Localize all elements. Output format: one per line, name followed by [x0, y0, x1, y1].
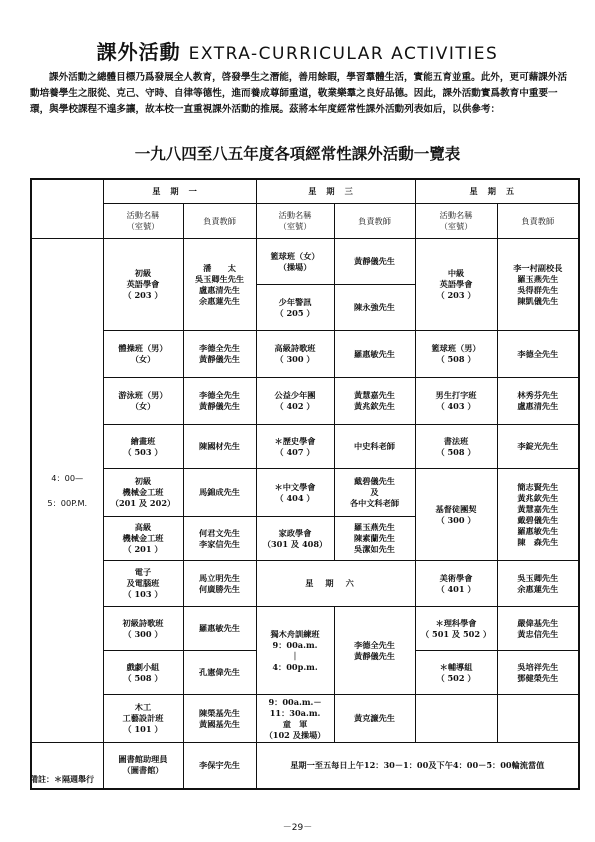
cell-line: 工藝設計班 [122, 713, 164, 723]
activity-cell [415, 561, 497, 607]
cell-line: 盧惠清先生 [517, 401, 559, 411]
cell-line: 羅惠敏先生 [517, 525, 559, 536]
cell-line: 木工 [134, 702, 152, 712]
cell-line: （ 503 ） [123, 446, 163, 457]
activity-cell [415, 425, 497, 469]
cell-line: 高級 [134, 522, 152, 532]
cell-line: （ 508 ） [436, 354, 476, 364]
teacher-cell [183, 331, 256, 378]
activity-cell [103, 743, 183, 789]
empty-cell [497, 695, 579, 743]
library-duty-note: 星期一至五每日上午12：30－1：00及下午4：00－5：00輪流當值 [256, 743, 579, 789]
cell-line: ＊歷史學會 [274, 435, 316, 446]
cell-line: 陳凱儀先生 [517, 295, 559, 306]
cell-line: （ 404 ） [275, 492, 315, 503]
cell-line: 初級詩歌班 [122, 617, 164, 628]
cell-line: 吳得群先生 [517, 284, 559, 295]
cell-line: 機械金工班 [122, 533, 164, 543]
cell-line: 各中文科老師 [349, 498, 400, 508]
cell-line: （ 101 ） [123, 724, 163, 734]
empty-cell [415, 695, 497, 743]
cell-line: （ 401 ） [436, 583, 476, 594]
cell-line: 4：00p.m. [272, 661, 318, 672]
cell-line: 繪畫班 [130, 435, 156, 446]
cell-line: ＊中文學會 [274, 481, 316, 492]
cell-line: （301 及 408） [262, 538, 328, 549]
cell-line: （ 203 ） [123, 290, 163, 300]
cell-line: （ 203 ） [436, 290, 476, 300]
day-saturday: 星期六 [256, 561, 415, 607]
activity-cell [103, 695, 183, 743]
cell-line: 羅惠敏先生 [199, 623, 240, 633]
teacher-cell [183, 743, 256, 789]
cell-line: 李德全先生 [199, 343, 240, 353]
teacher-cell [183, 469, 256, 517]
activity-cell [103, 651, 183, 695]
cell-line: 吳玉卿生先生 [194, 273, 245, 284]
cell-line: 孔憲偉先生 [199, 667, 240, 677]
cell-line: （ 201 ） [123, 544, 163, 554]
cell-line: 羅惠敏先生 [354, 348, 395, 359]
teacher-cell [497, 651, 579, 695]
day-friday: 星期五 [415, 179, 579, 204]
cell-line: 陳國材先生 [199, 441, 240, 451]
activity-cell [103, 561, 183, 607]
teacher-cell [183, 695, 256, 743]
cell-line: 黃慧嘉先生 [517, 503, 559, 514]
teacher-cell [183, 651, 256, 695]
cell-line: 9：00a.m. [272, 639, 318, 650]
activity-cell [415, 651, 497, 695]
cell-line: 戴碧儀先生 [517, 514, 559, 525]
cell-line: （ 501 及 502 ） [420, 628, 492, 639]
teacher-cell [183, 239, 256, 331]
cell-line: 盧惠清先生 [199, 284, 240, 295]
cell-line: （ 300 ） [123, 628, 163, 639]
cell-line: （ 300 ） [436, 514, 476, 525]
cell-line: 高級詩歌班 [274, 343, 316, 353]
activity-cell [103, 517, 183, 561]
time-start: 4：00— [51, 472, 84, 483]
cell-line: 李家信先生 [199, 538, 240, 549]
cell-line: 男生打字班 [435, 390, 477, 400]
cell-line: 李保宇先生 [199, 759, 240, 770]
cell-line: 中史科老師 [354, 441, 395, 451]
footnote: 備註：＊隔週舉行 [30, 774, 94, 784]
cell-line: 黃靜儀先生 [354, 256, 395, 266]
cell-line: 11：30a.m. [269, 707, 321, 718]
activity-cell [103, 239, 183, 331]
activity-cell [103, 469, 183, 517]
header-activity: 活動名稱 （室號） [415, 204, 497, 239]
cell-line: 馬立明先生 [199, 572, 240, 583]
cell-line: 機械金工班 [122, 487, 164, 497]
cell-line: 美術學會 [439, 572, 473, 583]
cell-line: 籃球班（男） [431, 343, 481, 353]
cell-line: 李德全先生 [354, 639, 395, 650]
cell-line: 英語學會 [439, 279, 473, 289]
cell-line: 吳玉卿先生 [517, 572, 559, 583]
cell-line: （ 502 ） [436, 672, 476, 683]
cell-line: 黃靜儀先生 [354, 650, 395, 661]
cell-line: ＊輔導組 [439, 661, 473, 672]
activity-cell [415, 607, 497, 651]
cell-line: 體操班（男） [118, 343, 168, 353]
teacher-cell [334, 469, 415, 517]
activity-cell [256, 469, 334, 517]
teacher-cell [334, 695, 415, 743]
activity-cell [256, 378, 334, 425]
cell-line: 潘 太 [203, 262, 236, 273]
teacher-cell [183, 561, 256, 607]
cell-line: 初級 [134, 476, 152, 486]
teacher-cell [497, 607, 579, 651]
teacher-cell [183, 517, 256, 561]
activity-cell [256, 517, 334, 561]
cell-line: 獨木舟訓練班 [270, 628, 320, 639]
table-title: 一九八四至八五年度各項經常性課外活動一覽表 [134, 144, 461, 163]
cell-line: （ 402 ） [275, 401, 315, 411]
cell-line: 陳 森先生 [517, 536, 559, 547]
cell-line: 陳榮基先生 [199, 707, 240, 718]
time-slot [31, 239, 103, 743]
page-number: －29－ [282, 823, 313, 833]
cell-line: 余惠蓮先生 [517, 583, 559, 594]
cell-line: 李一村副校長 [513, 262, 563, 273]
activities-table [30, 178, 580, 790]
activity-cell [256, 425, 334, 469]
activity-cell [103, 425, 183, 469]
page-title-en: EXTRA-CURRICULAR ACTIVITIES [188, 44, 499, 64]
cell-line: 馬錦成先生 [199, 487, 240, 497]
cell-line: 少年警訊 [278, 296, 312, 307]
cell-line: 李德全先生 [517, 348, 559, 359]
teacher-cell [183, 378, 256, 425]
teacher-cell [183, 425, 256, 469]
cell-line: 電子 [134, 567, 152, 577]
cell-line: 羅玉燕先生 [517, 273, 559, 284]
cell-line: （ 407 ） [275, 446, 315, 457]
cell-line: ＊理科學會 [435, 617, 477, 628]
cell-line: 公益少年團 [274, 390, 316, 400]
cell-line: 籃球班（女） [270, 250, 320, 261]
cell-line: 黃慧嘉先生 [354, 390, 395, 400]
activity-cell [415, 378, 497, 425]
cell-line: 何廣勝先生 [199, 583, 240, 594]
cell-line: 初級 [134, 268, 152, 278]
activity-cell [256, 695, 334, 743]
intro-paragraph: 課外活動之總體目標乃爲發展全人教育，啓發學生之潛能，善用餘暇，學習羣體生活，實能五育並重。此外，更可藉課外活動培養學生之服從、克己、守時、自律等德性，進而養成尊師重道，敬業樂羣之良好品德。因此，課外活動實爲教育中重要一環，與學校課程不遑多讓，故本校一直重視課外活動的推展。茲將本年度經常性課外活動列表如后，以供參考： [30, 72, 568, 115]
cell-line: 戴碧儀先生 [354, 476, 395, 486]
header-teacher: 負責教師 [497, 204, 579, 239]
cell-line: （圖書館） [122, 765, 164, 776]
header-teacher: 負責教師 [183, 204, 256, 239]
cell-line: 及 [370, 487, 379, 497]
activity-cell [256, 285, 334, 331]
day-wednesday: 星期三 [256, 179, 415, 204]
header-teacher: 負責教師 [334, 204, 415, 239]
cell-line: 李德全先生 [199, 390, 240, 400]
activity-cell [256, 331, 334, 378]
cell-line: 何君文先生 [199, 527, 240, 538]
teacher-cell [334, 378, 415, 425]
cell-line: 童 軍 [282, 718, 308, 729]
teacher-cell [497, 425, 579, 469]
cell-line: 英語學會 [126, 279, 160, 289]
cell-line: 游泳班（男） [118, 390, 168, 400]
teacher-cell [497, 378, 579, 425]
cell-line: 鄧健榮先生 [517, 672, 559, 683]
teacher-cell [334, 285, 415, 331]
cell-line: （ 205 ） [275, 307, 315, 318]
teacher-cell [183, 607, 256, 651]
corner-cell [31, 179, 103, 239]
cell-line: （女） [130, 401, 156, 411]
cell-line: 及電腦班 [126, 578, 160, 588]
cell-line: （ 300 ） [275, 354, 315, 364]
cell-line: 陳永強先生 [354, 302, 395, 312]
teacher-cell [334, 517, 415, 561]
cell-line: 書法班 [443, 435, 469, 446]
header-activity: 活動名稱 （室號） [256, 204, 334, 239]
day-monday: 星期一 [103, 179, 256, 204]
cell-line: （女） [130, 354, 156, 364]
cell-line: ｜ [290, 650, 300, 661]
cell-line: 吳潔如先生 [354, 544, 395, 554]
cell-line: （201 及 202） [110, 498, 176, 508]
page-title-zh: 課外活動 [96, 40, 181, 64]
cell-line: 吳培祥先生 [517, 661, 559, 672]
teacher-cell [334, 239, 415, 285]
cell-line: 中級 [447, 268, 465, 278]
cell-line: （ 403 ） [436, 401, 476, 411]
activity-cell [415, 469, 497, 561]
cell-line: 林秀芬先生 [517, 390, 559, 400]
cell-line: 黃克濂先生 [354, 713, 395, 723]
teacher-cell [497, 331, 579, 378]
cell-line: 圖書館助理員 [118, 754, 168, 765]
cell-line: （ 103 ） [123, 589, 163, 599]
activity-cell [103, 331, 183, 378]
activity-cell [415, 239, 497, 331]
cell-line: 黃兆欽先生 [517, 492, 559, 503]
activity-cell [256, 239, 334, 285]
header-activity: 活動名稱 （室號） [103, 204, 183, 239]
cell-line: 陳素蘭先生 [354, 533, 395, 543]
activity-cell [415, 331, 497, 378]
cell-line: 黃國基先生 [199, 718, 240, 729]
cell-line: 黃靜儀先生 [199, 354, 240, 364]
cell-line: 黃靜儀先生 [199, 401, 240, 411]
teacher-cell [497, 239, 579, 331]
page-title [0, 36, 595, 65]
cell-line: 嚴偉基先生 [517, 617, 559, 628]
cell-line: 基督徒團契 [435, 503, 477, 514]
cell-line: 戲劇小組 [126, 661, 160, 672]
cell-line: （102 及操場） [264, 729, 326, 740]
cell-line: （操場） [278, 261, 312, 272]
cell-line: 余惠蓮先生 [199, 295, 240, 306]
activity-cell [256, 607, 334, 695]
cell-line: 家政學會 [278, 527, 312, 538]
teacher-cell [334, 331, 415, 378]
activity-cell [103, 378, 183, 425]
cell-line: 9：00a.m.－ [268, 696, 322, 707]
teacher-cell [334, 425, 415, 469]
time-end: 5：00P.M. [47, 497, 88, 508]
activity-cell [103, 607, 183, 651]
teacher-cell [497, 469, 579, 561]
cell-line: 黃兆欽先生 [354, 401, 395, 411]
teacher-cell [334, 607, 415, 695]
cell-line: 羅玉燕先生 [354, 522, 395, 532]
cell-line: 李錠光先生 [517, 441, 559, 451]
cell-line: （ 508 ） [123, 672, 163, 683]
teacher-cell [497, 561, 579, 607]
cell-line: 黃忠信先生 [517, 628, 559, 639]
cell-line: 簡志賢先生 [517, 481, 559, 492]
cell-line: （ 508 ） [436, 446, 476, 457]
